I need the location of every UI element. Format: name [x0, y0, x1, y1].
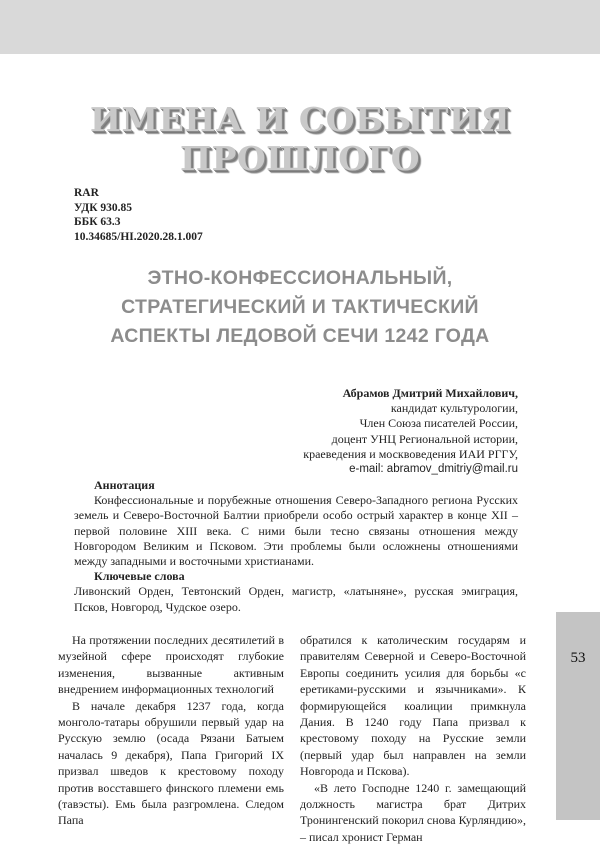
author-degree: кандидат культурологии, [390, 401, 518, 416]
body-paragraph: обратился к католическим государям и правителям Северной и Северо-Восточной Европы соединить усилия для борьбы «с еретиками-русскими и язычниками». К формирующейся коалиции примкнула Дания. В 1240 году Папа призвал к крестовому походу на Русские земли (первый удар был направлен на земли Новгорода и Пскова). [300, 633, 526, 779]
article-title [60, 264, 540, 351]
author-position: доцент УНЦ Региональной истории, [331, 431, 518, 446]
header-band [0, 0, 600, 54]
author-email: e-mail: abramov_dmitriy@mail.ru [349, 463, 518, 476]
article-title-line: АСПЕКТЫ ЛЕДОВОЙ СЕЧИ 1242 ГОДА [110, 325, 490, 347]
body-column-right [300, 632, 526, 845]
abstract-text: Конфессиональные и порубежные отношения Северо-Западного региона Русских земель и Северо-Восточной Балтии приобрели особо острый характер в конце XII – первой половине XIII века. С ними были тесно связаны отношения между Новгородом Великим и Псковом. Эти проблемы были осложнены отношениями между западными и восточными христианами. [74, 493, 518, 569]
author-name: Абрамов Дмитрий Михайлович, [342, 386, 518, 400]
classification-codes [74, 186, 203, 244]
keywords-heading: Ключевые слова [94, 569, 185, 584]
body-paragraph: В начале декабря 1237 года, когда монголо-татары обрушили первый удар на Русскую землю (осада Рязани Батыем началась 9 декабря), Папа Григорий IX призвал шведов к крестовому походу против восставшего финского племени емь (тавэсты). Емь была разгромлена. Следом Папа [58, 698, 284, 828]
section-title: ИМЕНА И СОБЫТИЯ ПРОШЛОГО [89, 100, 511, 178]
keywords-text: Ливонский Орден, Тевтонский Орден, магистр, «латыняне», русская эмиграция, Псков, Новгород, Чудское озеро. [74, 584, 518, 614]
doi-code: 10.34685/HI.2020.28.1.007 [74, 230, 203, 243]
author-block [303, 386, 518, 477]
udc-code: УДК 930.85 [74, 201, 133, 214]
page-number: 53 [570, 650, 586, 666]
rar-code: RAR [74, 187, 99, 199]
author-affiliation: краеведения и москвоведения ИАИ РГГУ, [303, 446, 518, 461]
article-title-line: ЭТНО-КОНФЕССИОНАЛЬНЫЙ, [147, 267, 453, 289]
page-number-tab [556, 612, 600, 820]
body-column-left [58, 632, 284, 829]
author-membership: Член Союза писателей России, [359, 416, 518, 431]
body-paragraph: На протяжении последних десятилетий в музейной сфере происходят глубокие изменения, вызванные активным внедрением информационных технологий [58, 633, 284, 697]
body-paragraph: «В лето Господне 1240 г. замещающий должность магистра брат Дитрих Тронингенский покорил снова Курляндию», – писал хронист Герман [300, 780, 526, 844]
article-title-line: СТРАТЕГИЧЕСКИЙ И ТАКТИЧЕСКИЙ [121, 296, 479, 318]
bbk-code: ББК 63.3 [74, 216, 121, 228]
abstract-heading: Аннотация [94, 478, 155, 492]
abstract-block [74, 478, 518, 615]
